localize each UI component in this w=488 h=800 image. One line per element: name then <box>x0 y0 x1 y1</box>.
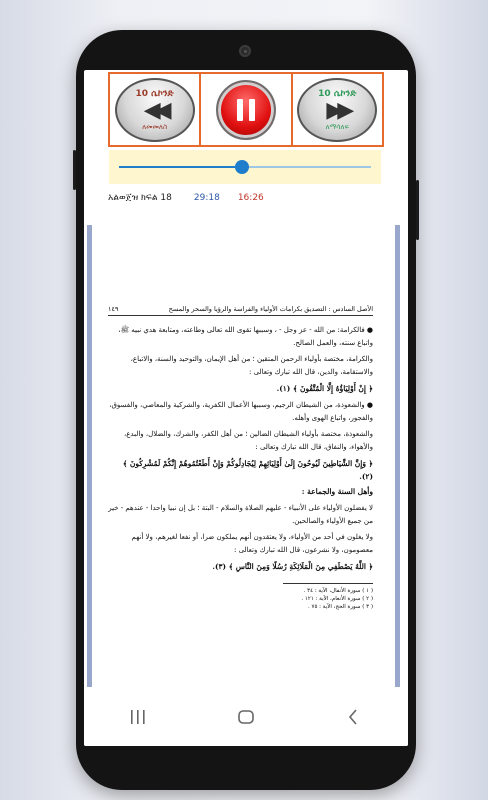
seek-bar-area <box>109 150 381 184</box>
forward-cell <box>293 74 382 145</box>
paragraph: والشعوذة، مختصة بأولياء الشيطان الضالين ؛ من أهل الكفر، والشرك، والضلال، والبدع، والأهواء، والنفاق، قال الله تبارك وتعالى : <box>123 430 373 451</box>
page-edge-left <box>87 225 92 687</box>
recent-apps-button[interactable] <box>118 702 158 732</box>
footnote: ( ١ ) سورة الأنفال، الآية : ٣٤ . <box>303 588 373 594</box>
front-camera-icon <box>239 45 251 57</box>
power-button <box>416 180 419 240</box>
total-time: 16:26 <box>237 193 264 203</box>
rewind-action-label: ለመመለስ <box>142 122 168 131</box>
footnotes <box>283 583 373 611</box>
quran-verse: ﴿ وَإِنَّ الشَّيَاطِينَ لَيُوحُونَ إِلَىٰ أَوْلِيَائِهِمْ لِيُجَادِلُوكُمْ وَإِنْ أَطَعْتُمُوهُمْ إِنَّكُمْ لَمُشْرِكُونَ ﴾ (٢). <box>122 459 373 481</box>
screen <box>84 70 408 746</box>
pause-icon-bar-right <box>249 99 255 121</box>
quran-verse: ﴿ اللَّهُ يَصْطَفِي مِنَ الْمَلَائِكَةِ رُسُلًا وَمِنَ النَّاسِ ﴾ (٣). <box>212 562 373 571</box>
page-number: ١٤٩ <box>108 305 119 313</box>
recent-apps-icon <box>129 709 147 725</box>
track-title: አልወጀዝ ክፍል 18 <box>108 193 172 203</box>
running-head-title: الأصل السادس : التصديق بكرامات الأولياء والفراسة والرؤيا والسحر والمسح <box>168 305 373 313</box>
pause-icon-bar-left <box>237 99 243 121</box>
player-controls <box>108 72 384 147</box>
footnote: ( ٢ ) سورة الأنعام، الآية : ١٢١ . <box>301 596 373 602</box>
paragraph: والكرامة، مختصة بأولياء الرحمن المتقين ؛ من أهل الإيمان، والتوحيد والسنة، والاتباع، والاستقامة، والدين، قال الله تبارك وتعالى : <box>130 355 373 376</box>
system-nav-bar <box>84 688 408 746</box>
back-button[interactable] <box>334 702 374 732</box>
home-icon <box>237 709 255 725</box>
pause-cell <box>201 74 292 145</box>
running-head <box>108 305 373 316</box>
seek-progress <box>119 166 242 168</box>
rewind-button[interactable] <box>115 78 195 142</box>
pause-button[interactable] <box>216 80 276 140</box>
fast-forward-icon: ▶▶ <box>326 97 349 123</box>
forward-action-label: ለማሳለፍ <box>325 122 350 131</box>
volume-button <box>73 150 76 190</box>
seek-bar[interactable] <box>119 166 371 168</box>
quran-verse: ﴿ إِنْ أَوْلِيَاؤُهُ إِلَّا الْمُتَّقُونَ ﴾ (١). <box>276 384 373 393</box>
page-edge-right <box>395 225 400 687</box>
forward-seconds-label: 10 ሴኮንድ <box>318 88 357 99</box>
paragraph: ● والشعوذة، من الشيطان الرجيم، وسببها الأعمال الكفرية، والشركية والمعاصي، والفسوق، والفجور، واتباع الهوى وأهله. <box>109 401 373 422</box>
paragraph: لا يفضلون الأولياء على الأنبياء - عليهم الصلاة والسلام - البتة ؛ بل إن نبيا واحدا - عندهم - خير من جميع الأولياء والصالحين. <box>108 504 373 525</box>
phone-frame <box>76 30 416 790</box>
section-heading: وأهل السنة والجماعة : <box>301 487 373 496</box>
rewind-icon: ◀◀ <box>143 97 166 123</box>
current-time: 29:18 <box>193 193 220 203</box>
paragraph: ولا يغلون في أحد من الأولياء، ولا يعتقدون أنهم يملكون ضرا، أو نفعا لغيرهم، ولا أنهم معصومون، ولا نشرعون، قال الله تبارك وتعالى : <box>131 533 373 554</box>
paragraph: ● فالكرامة: من الله - عز وجل - ، وسببها تقوى الله تعالى وطاعته، ومتابعة هدي نبيه ﷺ، واتباع سنته، والعمل الصالح. <box>118 326 373 347</box>
rewind-seconds-label: 10 ሴኮንድ <box>135 88 174 99</box>
home-button[interactable] <box>226 702 266 732</box>
page-content <box>108 305 373 611</box>
seek-thumb[interactable] <box>235 160 249 174</box>
rewind-cell <box>110 74 201 145</box>
back-icon <box>345 709 363 725</box>
track-info <box>108 188 388 208</box>
footnote: ( ٣ ) سورة الحج، الآية : ٧٥ . <box>308 604 373 610</box>
book-page-viewer[interactable] <box>84 225 408 687</box>
fast-forward-button[interactable] <box>297 78 377 142</box>
